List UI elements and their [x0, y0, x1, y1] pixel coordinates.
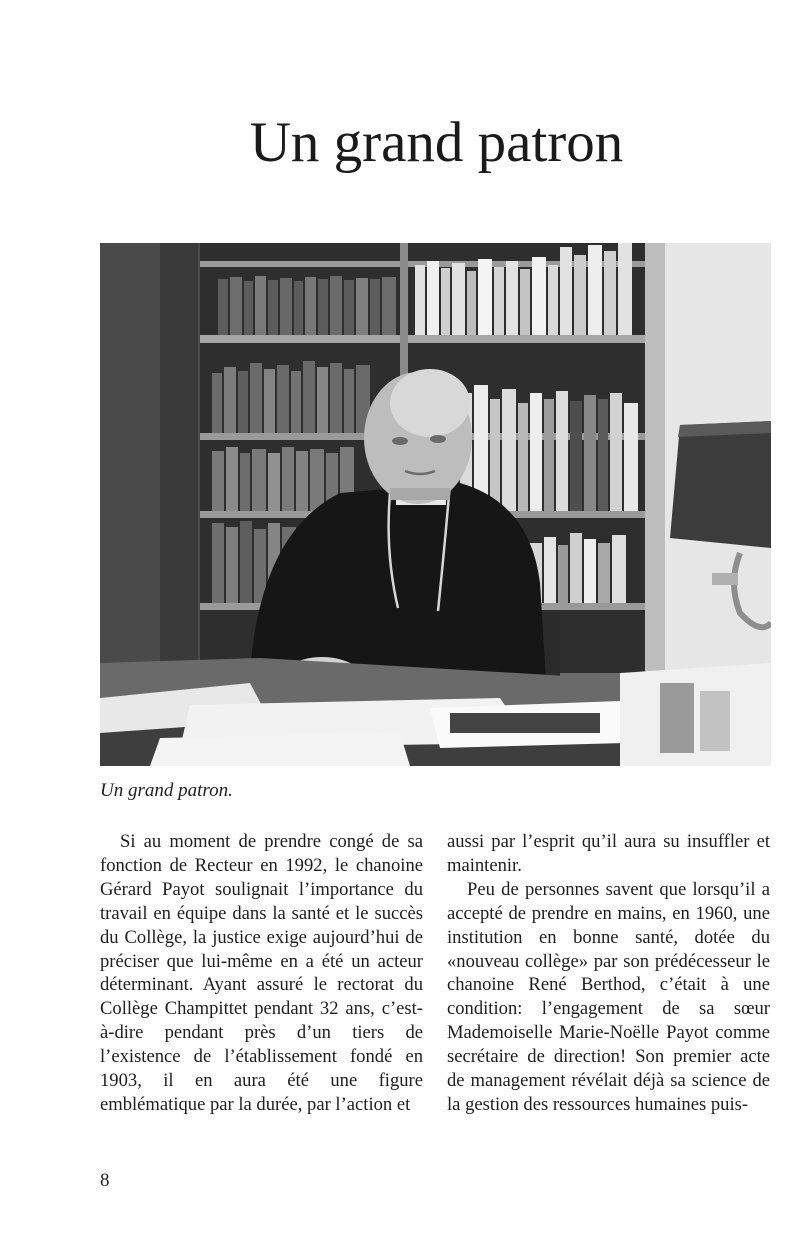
paragraph-continuation: aussi par l’esprit qu’il aura su insuffler et maintenir. [447, 831, 770, 876]
paragraph-intro: Si au moment de prendre congé de sa fonction de Recteur en 1992, le chanoine Gérard Payot soulignait l’importance du travail en équipe dans la santé et le succès du Collège, la justice exige aujourd’hui de préciser que lui-même en a été un acteur déterminant. Ayant assuré le rectorat du Collège Champittet pendant 32 ans, c’est-à-dire pendant près d’un tiers de l’existence de l’établissement fondé en 1903, il en aura été une figure emblématique par la durée, par l’action et [100, 831, 423, 1115]
page-number: 8 [100, 1170, 110, 1191]
text-column-right [447, 830, 770, 1117]
page-title: Un grand patron [249, 111, 624, 174]
photo-caption: Un grand patron. [100, 780, 233, 801]
text-column-left [100, 830, 423, 1117]
portrait-photo [100, 243, 771, 766]
paragraph-condition: Peu de personnes savent que lorsqu’il a accepté de prendre en mains, en 1960, une institution en bonne santé, dotée du «nouveau collège» par son prédécesseur le chanoine René Berthod, c’était à une condition: l’engagement de sa sœur Mademoiselle Marie-Noëlle Payot comme secrétaire de direction! Son premier acte de management révélait déjà sa science de la gestion des ressources humaines puis- [447, 878, 770, 1115]
